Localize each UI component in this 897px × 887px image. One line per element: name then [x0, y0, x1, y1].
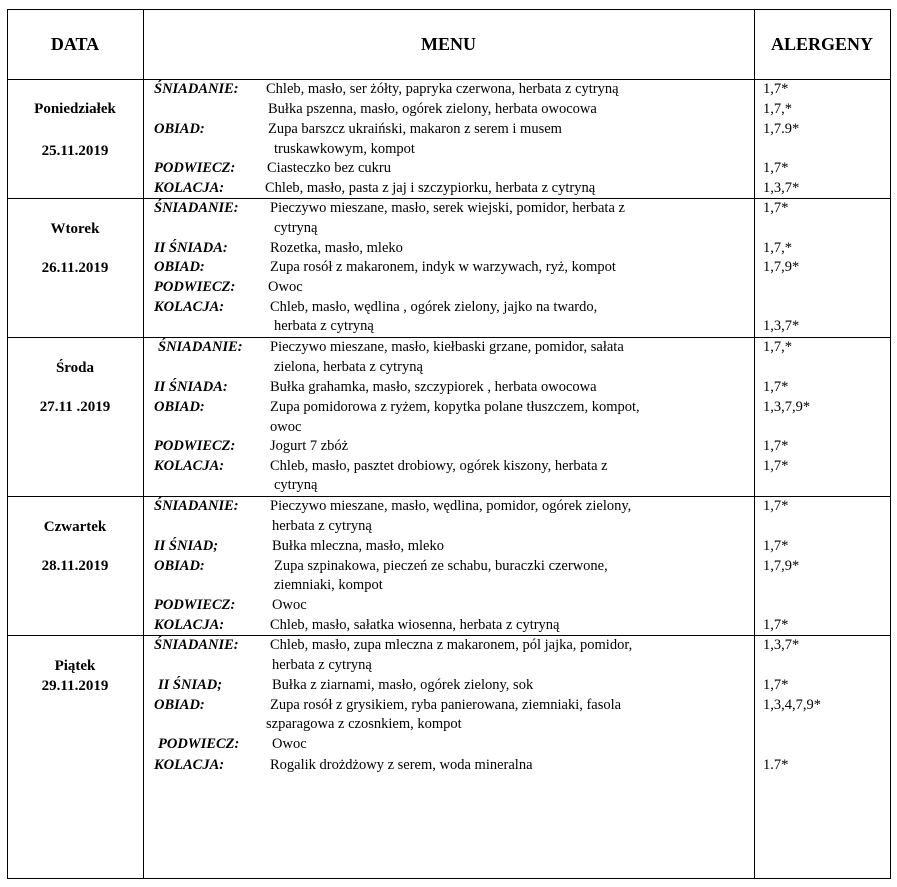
meal-line: Zupa rosół z grysikiem, ryba panierowana, ziemniaki, fasola [270, 697, 622, 713]
meal-line: Bułka mleczna, masło, mleko [272, 538, 444, 554]
meal-line: truskawkowym, kompot [274, 141, 415, 157]
meal-label: KOLACJA: [154, 299, 225, 315]
allergen-code: 1,7,9* [763, 558, 800, 574]
meal-line: Chleb, masło, sałatka wiosenna, herbata z cytryną [270, 617, 560, 633]
meal-line: Zupa pomidorowa z ryżem, kopytka polane tłuszczem, kompot, [270, 399, 640, 415]
meal-label: ŚNIADANIE: [154, 81, 239, 97]
meal-label: KOLACJA: [154, 458, 225, 474]
meal-line: Bułka pszenna, masło, ogórek zielony, herbata owocowa [268, 101, 597, 117]
allergen-code: 1.7* [763, 757, 789, 773]
column-divider [754, 9, 755, 879]
meal-line: Bułka grahamka, masło, szczypiorek , herbata owocowa [270, 379, 597, 395]
allergen-code: 1,7* [763, 379, 789, 395]
meal-line: Owoc [268, 279, 303, 295]
allergen-code: 1,7.9* [763, 121, 800, 137]
allergen-code: 1,3,7* [763, 637, 800, 653]
day-date: 28.11.2019 [41, 558, 109, 574]
allergen-code: 1,3,4,7,9* [763, 697, 821, 713]
day-name: Poniedziałek [34, 101, 116, 117]
meal-line: Rogalik drożdżowy z serem, woda mineralna [270, 757, 533, 773]
meal-line: zielona, herbata z cytryną [274, 359, 423, 375]
allergen-code: 1,7,* [763, 240, 792, 256]
day-date: 25.11.2019 [41, 143, 109, 159]
meal-line: Zupa rosół z makaronem, indyk w warzywach, ryż, kompot [270, 259, 616, 275]
allergen-code: 1,7* [763, 160, 789, 176]
allergen-code: 1,7* [763, 81, 789, 97]
meal-line: cytryną [274, 220, 318, 236]
meal-label: OBIAD: [154, 697, 205, 713]
meal-label: PODWIECZ: [154, 279, 236, 295]
meal-line: herbata z cytryną [274, 318, 374, 334]
meal-label: OBIAD: [154, 121, 205, 137]
meal-label: KOLACJA: [154, 757, 225, 773]
meal-line: Chleb, masło, zupa mleczna z makaronem, pól jajka, pomidor, [270, 637, 633, 653]
meal-line: Owoc [272, 736, 307, 752]
meal-label: II ŚNIADA: [154, 379, 228, 395]
meal-line: Rozetka, masło, mleko [270, 240, 403, 256]
meal-label: KOLACJA: [154, 617, 225, 633]
day-date: 27.11 .2019 [39, 399, 111, 415]
table-border-left [7, 9, 8, 879]
meal-label: PODWIECZ: [154, 438, 236, 454]
meal-label: II ŚNIADA: [154, 240, 228, 256]
table-border-bottom [7, 878, 891, 879]
meal-line: ziemniaki, kompot [274, 577, 383, 593]
meal-line: cytryną [274, 477, 318, 493]
allergen-code: 1,7* [763, 677, 789, 693]
allergen-code: 1,7,9* [763, 259, 800, 275]
allergen-code: 1,3,7* [763, 180, 800, 196]
column-divider [143, 9, 144, 879]
meal-label: ŚNIADANIE: [154, 637, 239, 653]
meal-line: Zupa szpinakowa, pieczeń ze schabu, buraczki czerwone, [274, 558, 608, 574]
meal-label: OBIAD: [154, 399, 205, 415]
meal-line: Pieczywo mieszane, masło, kiełbaski grzane, pomidor, sałata [270, 339, 624, 355]
meal-line: Bułka z ziarnami, masło, ogórek zielony, sok [272, 677, 534, 693]
day-date: 29.11.2019 [41, 678, 109, 694]
meal-label: OBIAD: [154, 259, 205, 275]
header-data: DATA [50, 33, 100, 54]
allergen-code: 1,7* [763, 438, 789, 454]
meal-label: PODWIECZ: [154, 160, 236, 176]
allergen-code: 1,7* [763, 200, 789, 216]
meal-line: Pieczywo mieszane, masło, serek wiejski, pomidor, herbata z [270, 200, 625, 216]
meal-line: Ciasteczko bez cukru [267, 160, 392, 176]
day-name: Piątek [54, 658, 96, 674]
header-menu: MENU [421, 33, 476, 54]
allergen-code: 1,7* [763, 538, 789, 554]
allergen-code: 1,7* [763, 617, 789, 633]
meal-label: ŚNIADANIE: [154, 498, 239, 514]
meal-line: herbata z cytryną [272, 518, 372, 534]
meal-line: Pieczywo mieszane, masło, wędlina, pomidor, ogórek zielony, [270, 498, 632, 514]
meal-line: Owoc [272, 597, 307, 613]
day-name: Środa [55, 360, 95, 376]
meal-label: PODWIECZ: [154, 597, 236, 613]
meal-line: Zupa barszcz ukraiński, makaron z serem i musem [268, 121, 562, 137]
allergen-code: 1,7,* [763, 339, 792, 355]
meal-line: Chleb, masło, ser żółty, papryka czerwona, herbata z cytryną [266, 81, 619, 97]
meal-label: ŚNIADANIE: [154, 200, 239, 216]
meal-line: szparagowa z czosnkiem, kompot [266, 716, 462, 732]
meal-line: Chleb, masło, pasta z jaj i szczypiorku, herbata z cytryną [265, 180, 596, 196]
meal-line: Chleb, masło, wędlina , ogórek zielony, jajko na twardo, [270, 299, 598, 315]
meal-label: PODWIECZ: [158, 736, 240, 752]
meal-label: ŚNIADANIE: [158, 339, 243, 355]
allergen-code: 1,7,* [763, 101, 792, 117]
allergen-code: 1,7* [763, 498, 789, 514]
meal-line: Chleb, masło, pasztet drobiowy, ogórek kiszony, herbata z [270, 458, 608, 474]
day-date: 26.11.2019 [41, 260, 109, 276]
allergen-code: 1,7* [763, 458, 789, 474]
meal-label: OBIAD: [154, 558, 205, 574]
meal-label: KOLACJA: [154, 180, 225, 196]
meal-line: herbata z cytryną [272, 657, 372, 673]
meal-line: Jogurt 7 zbóż [270, 438, 349, 454]
meal-label: II ŚNIAD; [158, 677, 223, 693]
table-border-right [890, 9, 891, 879]
day-name: Wtorek [50, 221, 100, 237]
meal-line: owoc [270, 419, 302, 435]
day-name: Czwartek [43, 519, 107, 535]
header-alergeny: ALERGENY [770, 33, 873, 54]
allergen-code: 1,3,7,9* [763, 399, 811, 415]
allergen-code: 1,3,7* [763, 318, 800, 334]
meal-label: II ŚNIAD; [154, 538, 219, 554]
